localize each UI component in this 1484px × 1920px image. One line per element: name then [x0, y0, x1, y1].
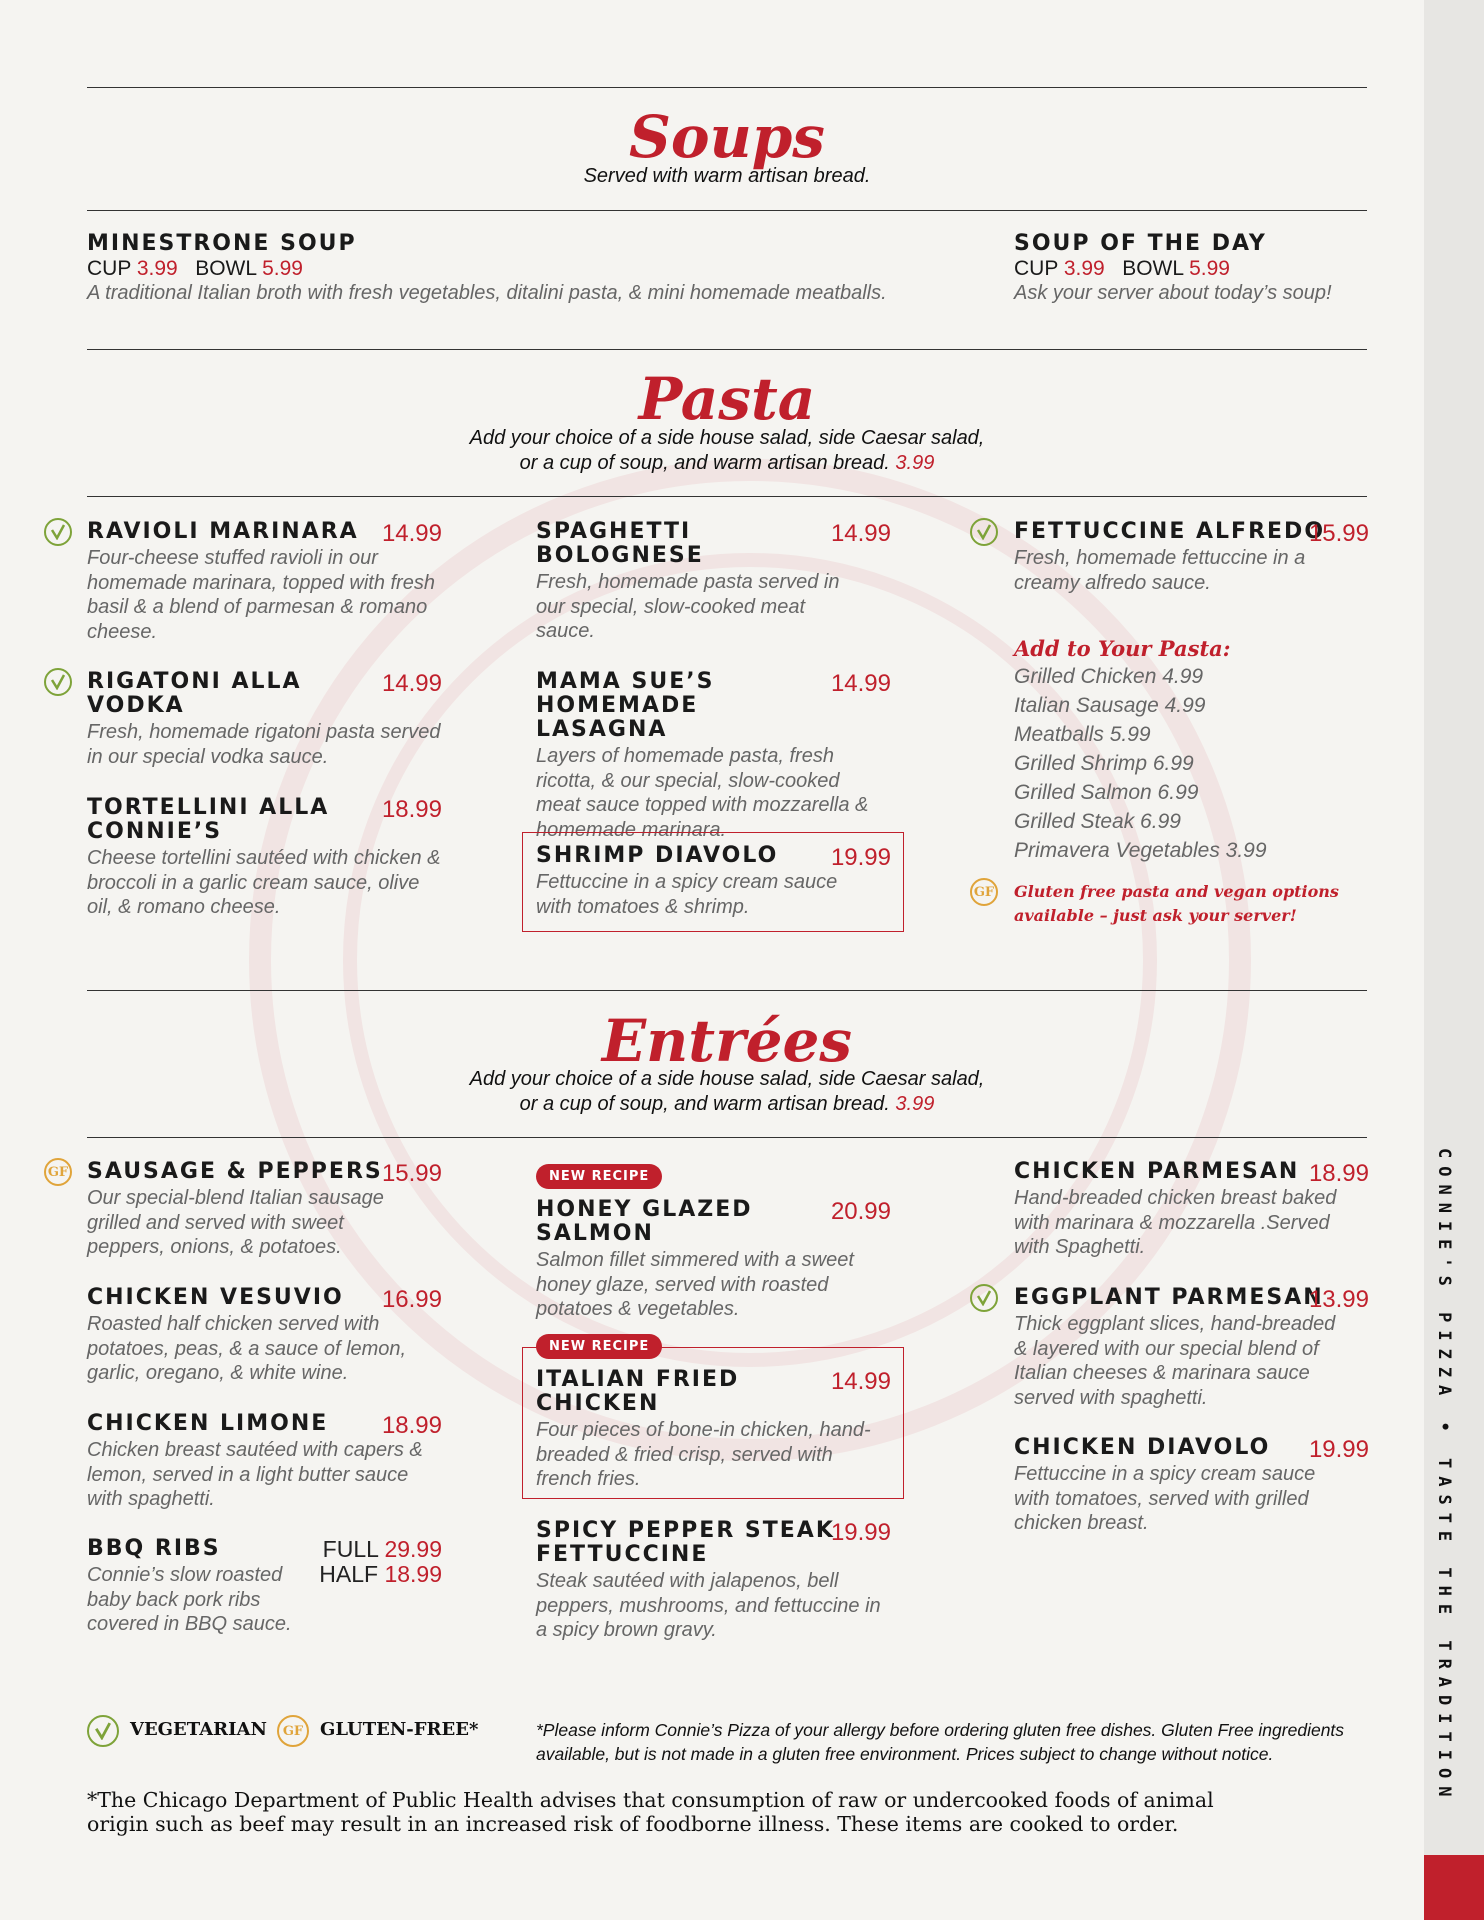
vegetarian-icon [87, 1715, 119, 1747]
item-name: SOUP OF THE DAY [1014, 231, 1267, 256]
menu-item-eggplant-parmesan [1014, 1286, 1369, 1410]
item-description: Salmon fillet simmered with a sweet honey glaze, served with roasted potatoes & vegetables. [536, 1249, 854, 1320]
menu-item-spaghetti-bolognese [536, 520, 891, 644]
divider [87, 87, 1367, 88]
gluten-free-note: Gluten free pasta and vegan options available – just ask your server! [1014, 882, 1339, 925]
item-price: 14.99 [381, 520, 442, 547]
divider [87, 496, 1367, 497]
menu-item-soup-of-the-day [1014, 232, 1414, 306]
entrees-title: Entrées [601, 1007, 853, 1075]
item-name: HONEY GLAZED SALMON [536, 1197, 753, 1246]
divider [87, 210, 1367, 211]
item-description: Our special-blend Italian sausage grilled and served with sweet peppers, onions, & potatoes. [87, 1187, 384, 1258]
item-name: RIGATONI ALLA VODKA [87, 669, 302, 718]
item-price: 13.99 [1308, 1286, 1369, 1313]
item-price: 19.99 [830, 844, 891, 871]
menu-item-italian-fried-chicken [536, 1368, 891, 1492]
item-price: 5.99 [262, 257, 303, 280]
addon-item: Italian Sausage 4.99 [1014, 694, 1206, 717]
item-price: 14.99 [381, 670, 442, 697]
item-price: 5.99 [1189, 257, 1230, 280]
item-name: TORTELLINI ALLA CONNIE’S [87, 795, 330, 844]
item-description: Steak sautéed with jalapenos, bell peppers, mushrooms, and fettuccine in a spicy brown gravy. [536, 1570, 881, 1641]
item-name: CHICKEN PARMESAN [1014, 1159, 1300, 1184]
item-name: CHICKEN LIMONE [87, 1411, 329, 1436]
item-name: EGGPLANT PARMESAN [1014, 1285, 1324, 1310]
sidebar-accent-block [1424, 1855, 1484, 1920]
menu-item-chicken-limone [87, 1412, 442, 1512]
new-recipe-badge: NEW RECIPE [536, 1164, 662, 1189]
item-price: 14.99 [830, 520, 891, 547]
gluten-free-icon: GF [970, 878, 998, 906]
item-price: 18.99 [1308, 1160, 1369, 1187]
item-name: SPAGHETTI BOLOGNESE [536, 519, 704, 568]
menu-item-shrimp-diavolo [536, 844, 891, 919]
item-price-options: FULL 29.99 HALF 18.99 [319, 1536, 442, 1587]
item-name: SAUSAGE & PEPPERS [87, 1159, 383, 1184]
item-description: Cheese tortellini sautéed with chicken & broccoli in a garlic cream sauce, olive oil, & romano cheese. [87, 847, 441, 918]
pasta-title: Pasta [638, 365, 816, 433]
menu-item-chicken-parmesan [1014, 1160, 1369, 1260]
item-description: Thick eggplant slices, hand-breaded & layered with our special blend of Italian cheeses & marinara sauce served with spaghetti. [1014, 1313, 1336, 1409]
item-name: RAVIOLI MARINARA [87, 519, 359, 544]
item-name: SPICY PEPPER STEAK FETTUCCINE [536, 1518, 835, 1567]
menu-item-bbq-ribs [87, 1537, 442, 1637]
item-price: 14.99 [830, 1368, 891, 1395]
soups-subtitle: Served with warm artisan bread. [583, 165, 871, 187]
item-price: 18.99 [381, 1412, 442, 1439]
item-description: Roasted half chicken served with potatoes, peas, & a sauce of lemon, garlic, oregano, & white wine. [87, 1313, 407, 1384]
item-description: Four-cheese stuffed ravioli in our homemade marinara, topped with fresh basil & a blend of parmesan & romano cheese. [87, 547, 435, 643]
addons-title: Add to Your Pasta: [1014, 636, 1231, 661]
legend-gluten-free: GLUTEN-FREE* [320, 1719, 479, 1740]
menu-item-spicy-pepper-steak [536, 1519, 891, 1643]
item-description: Fresh, homemade pasta served in our special, slow-cooked meat sauce. [536, 571, 840, 642]
item-price: 19.99 [1308, 1436, 1369, 1463]
menu-item-honey-glazed-salmon [536, 1198, 891, 1322]
item-description: Four pieces of bone-in chicken, hand-breaded & fried crisp, served with french fries. [536, 1419, 871, 1490]
menu-item-lasagna [536, 670, 891, 842]
item-price: 19.99 [830, 1519, 891, 1546]
legend-vegetarian: VEGETARIAN [130, 1719, 267, 1740]
item-description: A traditional Italian broth with fresh vegetables, ditalini pasta, & mini homemade meatballs. [87, 282, 887, 304]
menu-item-chicken-vesuvio [87, 1286, 442, 1386]
addon-item: Primavera Vegetables 3.99 [1014, 839, 1267, 862]
gluten-free-icon: GF [44, 1158, 72, 1186]
item-price: 3.99 [1063, 257, 1105, 280]
entrees-subtitle: Add your choice of a side house salad, side Caesar salad, or a cup of soup, and warm artisan bread. 3.99 [469, 1068, 985, 1115]
vegetarian-icon [44, 518, 72, 546]
addon-item: Grilled Steak 6.99 [1014, 810, 1181, 833]
menu-item-tortellini [87, 796, 442, 920]
item-price: 14.99 [830, 670, 891, 697]
menu-item-minestrone [87, 232, 987, 306]
item-description: Chicken breast sautéed with capers & lemon, served in a light butter sauce with spaghetti. [87, 1439, 423, 1510]
item-name: MAMA SUE’S HOMEMADE LASAGNA [536, 669, 715, 742]
soups-title: Soups [629, 103, 825, 171]
item-name: FETTUCCINE ALFREDO [1014, 519, 1326, 544]
item-price: 3.99 [136, 257, 178, 280]
menu-item-ravioli-marinara [87, 520, 442, 644]
item-price: 18.99 [381, 796, 442, 823]
item-description: Connie’s slow roasted baby back pork ribs covered in BBQ sauce. [87, 1564, 292, 1635]
item-sizes: CUP 3.99 BOWL 5.99 [87, 257, 303, 280]
gluten-free-icon: GF [277, 1715, 309, 1747]
addon-item: Grilled Salmon 6.99 [1014, 781, 1199, 804]
item-name: CHICKEN DIAVOLO [1014, 1435, 1271, 1460]
item-name: MINESTRONE SOUP [87, 231, 357, 256]
sidebar [1424, 0, 1484, 1920]
item-name: CHICKEN VESUVIO [87, 1285, 344, 1310]
pasta-subtitle: Add your choice of a side house salad, side Caesar salad, or a cup of soup, and warm artisan bread. 3.99 [469, 427, 985, 474]
addon-item: Meatballs 5.99 [1014, 723, 1151, 746]
divider [87, 349, 1367, 350]
item-price: 20.99 [830, 1198, 891, 1225]
addon-item: Grilled Chicken 4.99 [1014, 665, 1204, 688]
sidebar-tagline: CONNIE'S PIZZA • TASTE THE TRADITION [1434, 1148, 1454, 1805]
menu-item-rigatoni-alla-vodka [87, 670, 442, 769]
item-description: Fettuccine in a spicy cream sauce with tomatoes, served with grilled chicken breast. [1014, 1463, 1316, 1534]
item-price: 15.99 [381, 1160, 442, 1187]
addon-item: Grilled Shrimp 6.99 [1014, 752, 1194, 775]
item-description: Hand-breaded chicken breast baked with marinara & mozzarella .Served with Spaghetti. [1014, 1187, 1337, 1258]
new-recipe-badge: NEW RECIPE [536, 1334, 662, 1359]
item-description: Fresh, homemade rigatoni pasta served in our special vodka sauce. [87, 721, 441, 768]
divider [87, 1137, 1367, 1138]
vegetarian-icon [970, 518, 998, 546]
item-description: Fresh, homemade fettuccine in a creamy alfredo sauce. [1014, 547, 1306, 594]
health-advisory: *The Chicago Department of Public Health advises that consumption of raw or undercooked foods of animal origin such as beef may result in an increased risk of foodborne illness. These items are cooked to order. [87, 1788, 1214, 1836]
menu-item-sausage-peppers [87, 1160, 442, 1260]
item-description: Ask your server about today’s soup! [1014, 282, 1332, 304]
item-name: ITALIAN FRIED CHICKEN [536, 1367, 740, 1416]
menu-item-chicken-diavolo [1014, 1436, 1369, 1536]
divider [87, 990, 1367, 991]
item-description: Fettuccine in a spicy cream sauce with tomatoes & shrimp. [536, 871, 838, 918]
vegetarian-icon [970, 1284, 998, 1312]
item-price: 15.99 [1308, 520, 1369, 547]
vegetarian-icon [44, 668, 72, 696]
item-sizes: CUP 3.99 BOWL 5.99 [1014, 257, 1230, 280]
item-name: SHRIMP DIAVOLO [536, 843, 779, 868]
menu-item-fettuccine-alfredo [1014, 520, 1369, 595]
item-price: 16.99 [381, 1286, 442, 1313]
item-name: BBQ RIBS [87, 1536, 221, 1561]
item-description: Layers of homemade pasta, fresh ricotta, & our special, slow-cooked meat sauce topped with mozzarella & homemade marinara. [536, 745, 869, 841]
allergy-note: *Please inform Connie’s Pizza of your allergy before ordering gluten free dishes. Gluten Free ingredients available, but is not made in a gluten free environment. Prices subject to change without notice. [536, 1720, 1345, 1764]
